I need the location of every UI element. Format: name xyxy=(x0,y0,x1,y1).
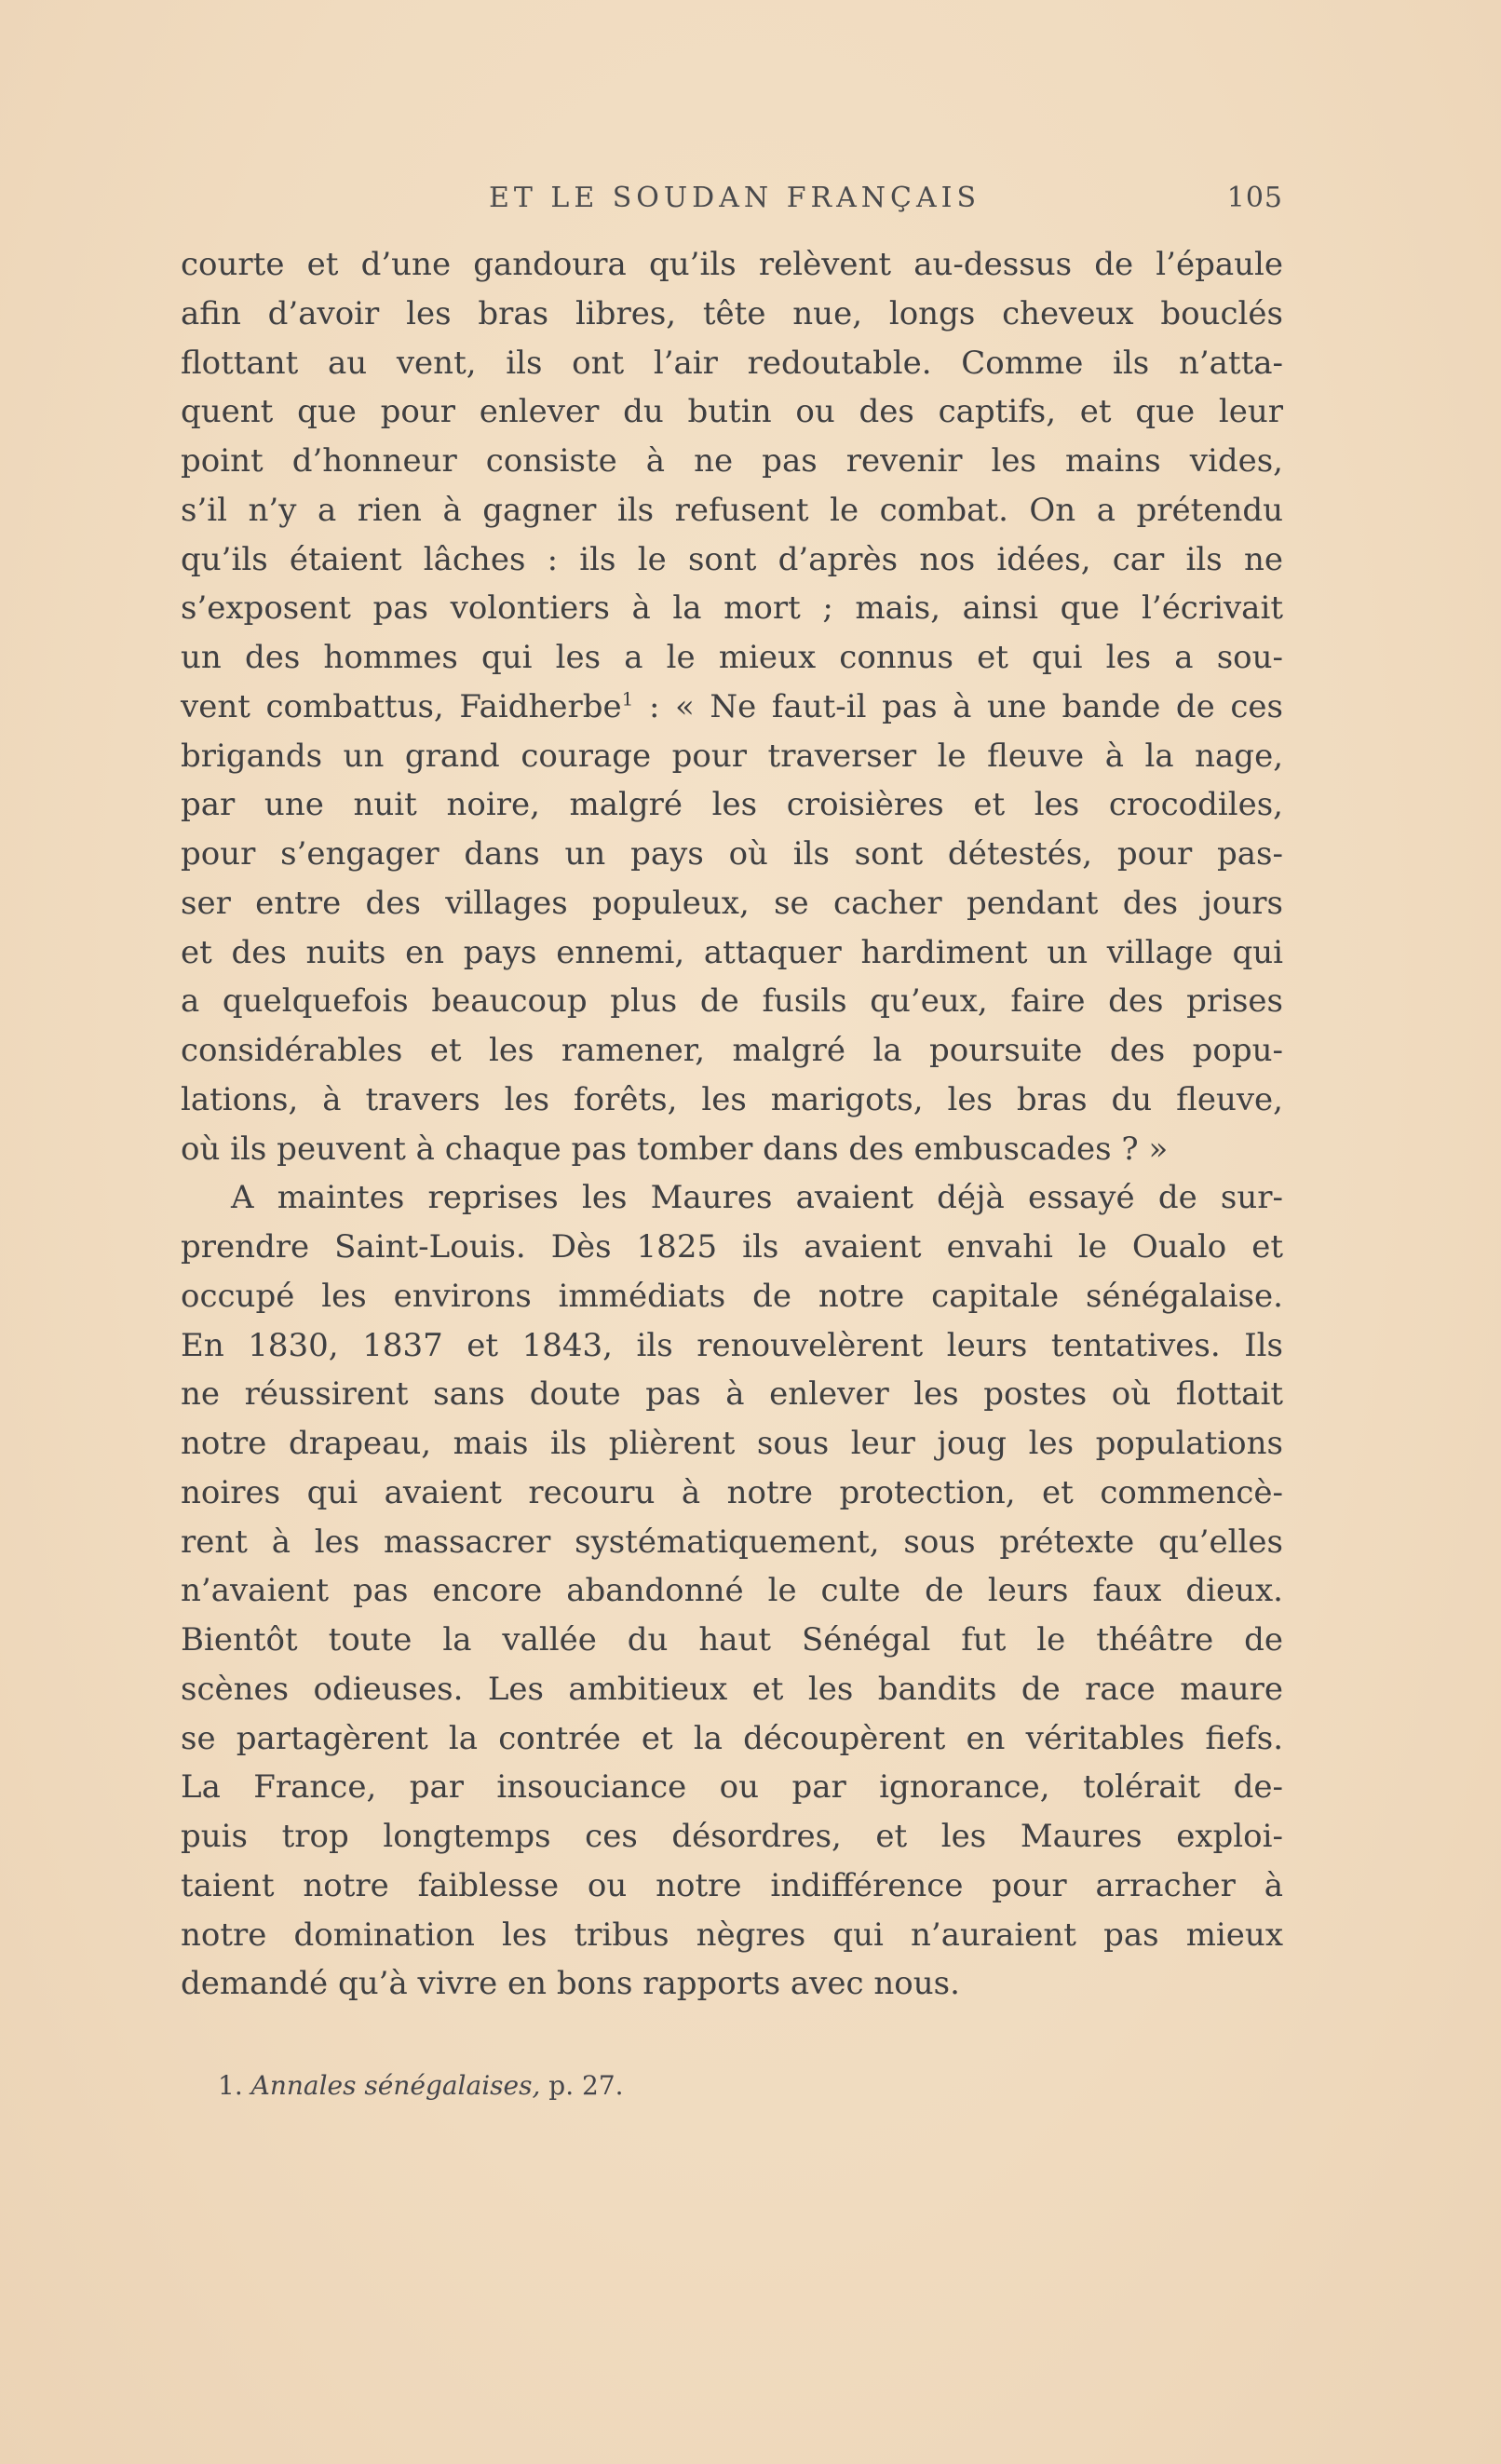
text-line: Bientôt toute la vallée du haut Sénégal fut le théâtre de xyxy=(181,1621,1283,1658)
text-line: demandé qu’à vivre en bons rapports avec nous. xyxy=(181,1965,960,2003)
text-line: n’avaient pas encore abandonné le culte de leurs faux dieux. xyxy=(181,1572,1283,1610)
text-line: occupé les environs immédiats de notre capitale sénégalaise. xyxy=(181,1277,1283,1315)
text-line: s’exposent pas volontiers à la mort ; mais, ainsi que l’écrivait xyxy=(181,589,1283,628)
text-line: a quelquefois beaucoup plus de fusils qu’eux, faire des prises xyxy=(181,982,1283,1021)
text-line: s’il n’y a rien à gagner ils refusent le combat. On a prétendu xyxy=(181,491,1283,529)
text-line: lations, à travers les forêts, les marigots, les bras du fleuve, xyxy=(181,1080,1283,1118)
text-line-with-note xyxy=(181,683,1283,732)
footnote-number: 1. xyxy=(218,2070,243,2101)
text-line: un des hommes qui les a le mieux connus et qui les a sou- xyxy=(181,639,1283,676)
text-line: ser entre des villages populeux, se cacher pendant des jours xyxy=(181,884,1283,922)
text-line: puis trop longtemps ces désordres, et les Maures exploi- xyxy=(181,1818,1283,1855)
text-line: taient notre faiblesse ou notre indifférence pour arracher à xyxy=(181,1866,1283,1904)
footnote-reference: 1 xyxy=(621,687,634,711)
page-number: 105 xyxy=(1226,182,1283,214)
text-line: flottant au vent, ils ont l’air redoutable. Comme ils n’atta- xyxy=(181,344,1283,382)
text-line: point d’honneur consiste à ne pas revenir les mains vides, xyxy=(181,442,1283,480)
paragraph-first-line: A maintes reprises les Maures avaient déjà essayé de sur- xyxy=(231,1179,1283,1217)
text-line: pour s’engager dans un pays où ils sont détestés, pour pas- xyxy=(181,835,1283,873)
footnote-source-title: Annales sénégalaises, xyxy=(250,2070,541,2101)
text-line: se partagèrent la contrée et la découpèrent en véritables fiefs. xyxy=(181,1719,1283,1757)
text-line: quent que pour enlever du butin ou des captifs, et que leur xyxy=(181,393,1283,431)
text-line: La France, par insouciance ou par ignorance, tolérait de- xyxy=(181,1768,1283,1807)
running-title: ET LE SOUDAN FRANÇAIS xyxy=(488,182,981,214)
text-line: notre drapeau, mais ils plièrent sous leur joug les populations xyxy=(181,1425,1283,1462)
text-line: rent à les massacrer systématiquement, sous prétexte qu’elles xyxy=(181,1523,1283,1561)
text-line: qu’ils étaient lâches : ils le sont d’après nos idées, car ils ne xyxy=(181,540,1283,578)
text-line: où ils peuvent à chaque pas tomber dans des embuscades ? » xyxy=(181,1130,1169,1168)
footnote-page-ref: p. 27. xyxy=(548,2070,624,2101)
text-line: scènes odieuses. Les ambitieux et les bandits de race maure xyxy=(181,1670,1283,1708)
text-line: et des nuits en pays ennemi, attaquer hardiment un village qui xyxy=(181,933,1283,971)
text-line-end: : « Ne faut-il pas à une bande de ces xyxy=(633,687,1283,725)
text-line: prendre Saint-Louis. Dès 1825 ils avaient envahi le Oualo et xyxy=(181,1228,1283,1266)
text-line: par une nuit noire, malgré les croisières et les crocodiles, xyxy=(181,786,1283,824)
text-line: noires qui avaient recouru à notre protection, et commencè- xyxy=(181,1473,1283,1511)
text-line-start: vent combattus, Faidherbe xyxy=(181,687,622,725)
text-line: notre domination les tribus nègres qui n’auraient pas mieux xyxy=(181,1916,1283,1954)
text-line: En 1830, 1837 et 1843, ils renouvelèrent leurs tentatives. Ils xyxy=(181,1326,1283,1364)
footnote xyxy=(218,2070,624,2101)
running-head xyxy=(181,182,1289,223)
text-line: afin d’avoir les bras libres, tête nue, longs cheveux bouclés xyxy=(181,294,1283,332)
text-line: courte et d’une gandoura qu’ils relèvent au-dessus de l’épaule xyxy=(181,246,1283,283)
text-line: considérables et les ramener, malgré la poursuite des popu- xyxy=(181,1032,1283,1069)
text-line: brigands un grand courage pour traverser le fleuve à la nage, xyxy=(181,737,1283,775)
body-text xyxy=(181,240,1283,2009)
text-line: ne réussirent sans doute pas à enlever les postes où flottait xyxy=(181,1375,1283,1414)
